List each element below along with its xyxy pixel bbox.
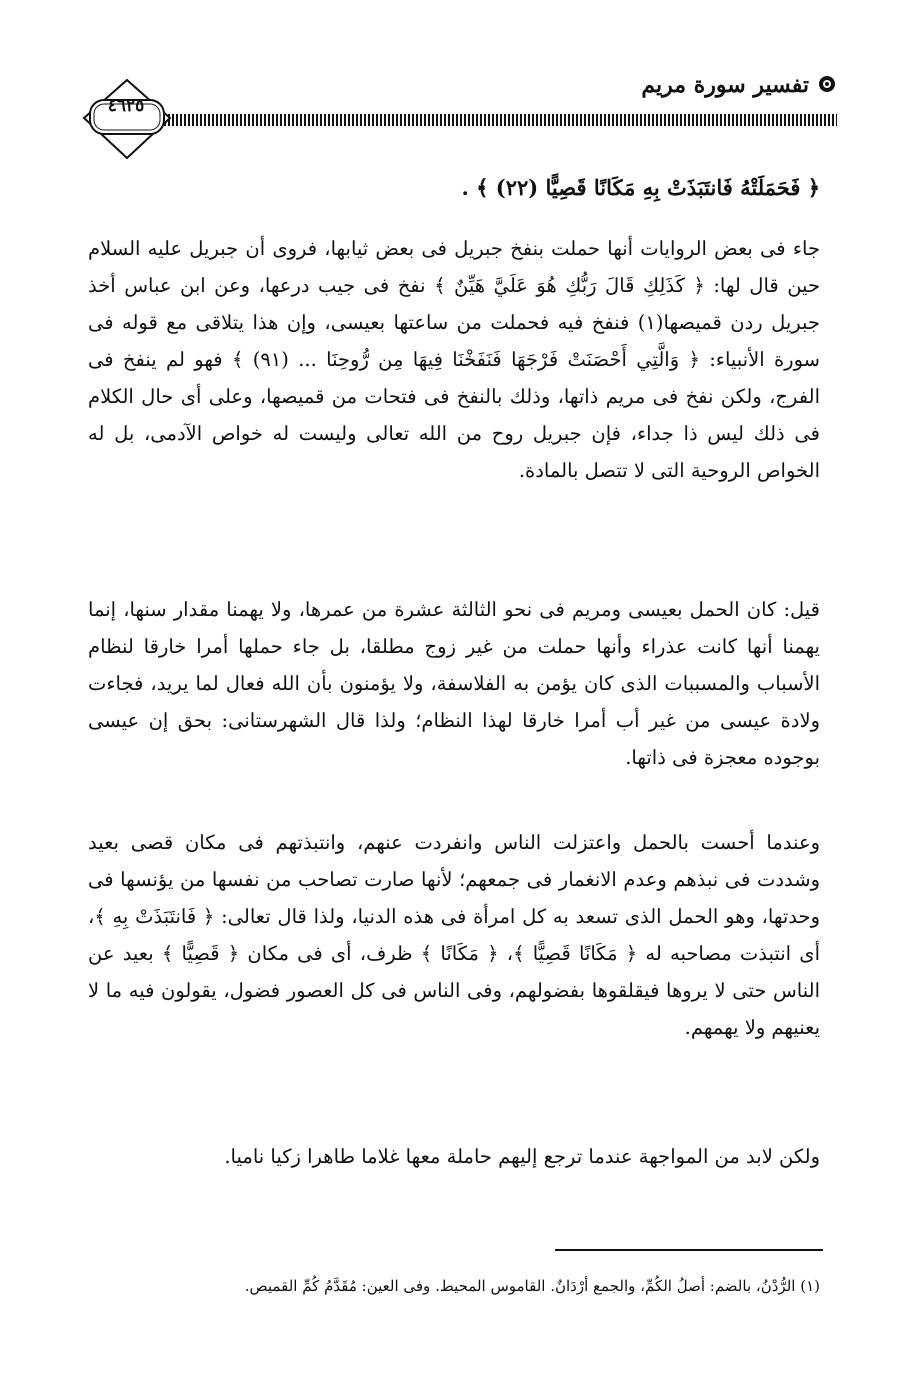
ornament-icon bbox=[817, 74, 837, 94]
verse-heading: ﴿ فَحَمَلَتْهُ فَانتَبَذَتْ بِهِ مَكَانًا قَصِيًّا (٢٢) ﴾ . bbox=[461, 175, 820, 200]
footnote-divider bbox=[555, 1249, 823, 1251]
paragraph-3: وعندما أحست بالحمل واعتزلت الناس وانفردت عنهم، وانتبذتهم فى مكان قصى بعيد وشددت فى نبذهم وعدم الانغمار فى جمعهم؛ لأنها صارت تصاحب من نفسها من يؤنسها فى وحدتها، وهو الحمل الذى تسعد به كل امرأة فى هذه الدنيا، ولذا قال تعالى: ﴿ فَانتَبَذَتْ بِهِ ﴾، أى انتبذت مصاحبه له ﴿ مَكَانًا قَصِيًّا ﴾، ﴿ مَكَانًا ﴾ ظرف، أى فى مكان ﴿ قَصِيًّا ﴾ بعيد عن الناس حتى لا يروها فيقلقوها بفضولهم، وفى الناس فى كل العصور فضول، يقولون فيه ما لا يعنيهم ولا يهمهم. bbox=[88, 831, 820, 1039]
paragraph-4: ولكن لابد من المواجهة عندما ترجع إليهم حاملة معها غلاما طاهرا زكيا ناميا. bbox=[224, 1145, 820, 1168]
paragraph-1: جاء فى بعض الروايات أنها حملت بنفخ جبريل فى بعض ثيابها، فروى أن جبريل عليه السلام حين قال لها: ﴿ كَذَلِكِ قَالَ رَبُّكِ هُوَ عَلَيَّ هَيِّنٌ ﴾ نفخ فى جيب درعها، وعن ابن عباس أخذ جبريل ردن قميصها(١) فنفخ فيه فحملت من ساعتها بعيسى، وإن هذا يتلاقى مع قوله فى سورة الأنبياء: ﴿ وَالَّتِي أَحْصَنَتْ فَرْجَهَا فَنَفَخْنَا فِيهَا مِن رُّوحِنَا ... (٩١) ﴾ فهو لم ينفخ فى الفرج، ولكن نفخ فى مريم ذاتها، وذلك بالنفخ فى فتحات من قميصها، وعلى أى حال الكلام فى ذلك ليس ذا جداء، فإن جبريل روح من الله تعالى وليست له خواص الآدمى، بل له الخواص الروحية التى لا تتصل بالمادة. bbox=[88, 237, 820, 482]
header-rule bbox=[160, 114, 837, 126]
page-number-badge bbox=[82, 78, 172, 160]
footnote: (١) الرُّدْنُ، بالضم: أصلُ الكُمِّ، والجمع أرْدَانٌ. القاموس المحيط. وفى العين: مُقَدَّمُ كُمِّ القميص. bbox=[244, 1277, 820, 1295]
paragraph-2: قيل: كان الحمل بعيسى ومريم فى نحو الثالثة عشرة من عمرها، ولا يهمنا مقدار سنها، إنما يهمنا أنها كانت عذراء وأنها حملت من غير زوج مطلقا، بل جاء حملها أمرا خارقا لنظام الأسباب والمسببات الذى كان يؤمن به الفلاسفة، ولا يؤمنون بأن الله فعال لما يريد، فجاءت ولادة عيسى من غير أب أمرا خارقا لهذا النظام؛ ولذا قال الشهرستانى: بحق إن عيسى بوجوده معجزة فى ذاتها. bbox=[88, 598, 820, 769]
running-header-title: تفسير سورة مريم bbox=[641, 72, 809, 98]
page-number: ٤٦٢٥ bbox=[107, 96, 145, 116]
